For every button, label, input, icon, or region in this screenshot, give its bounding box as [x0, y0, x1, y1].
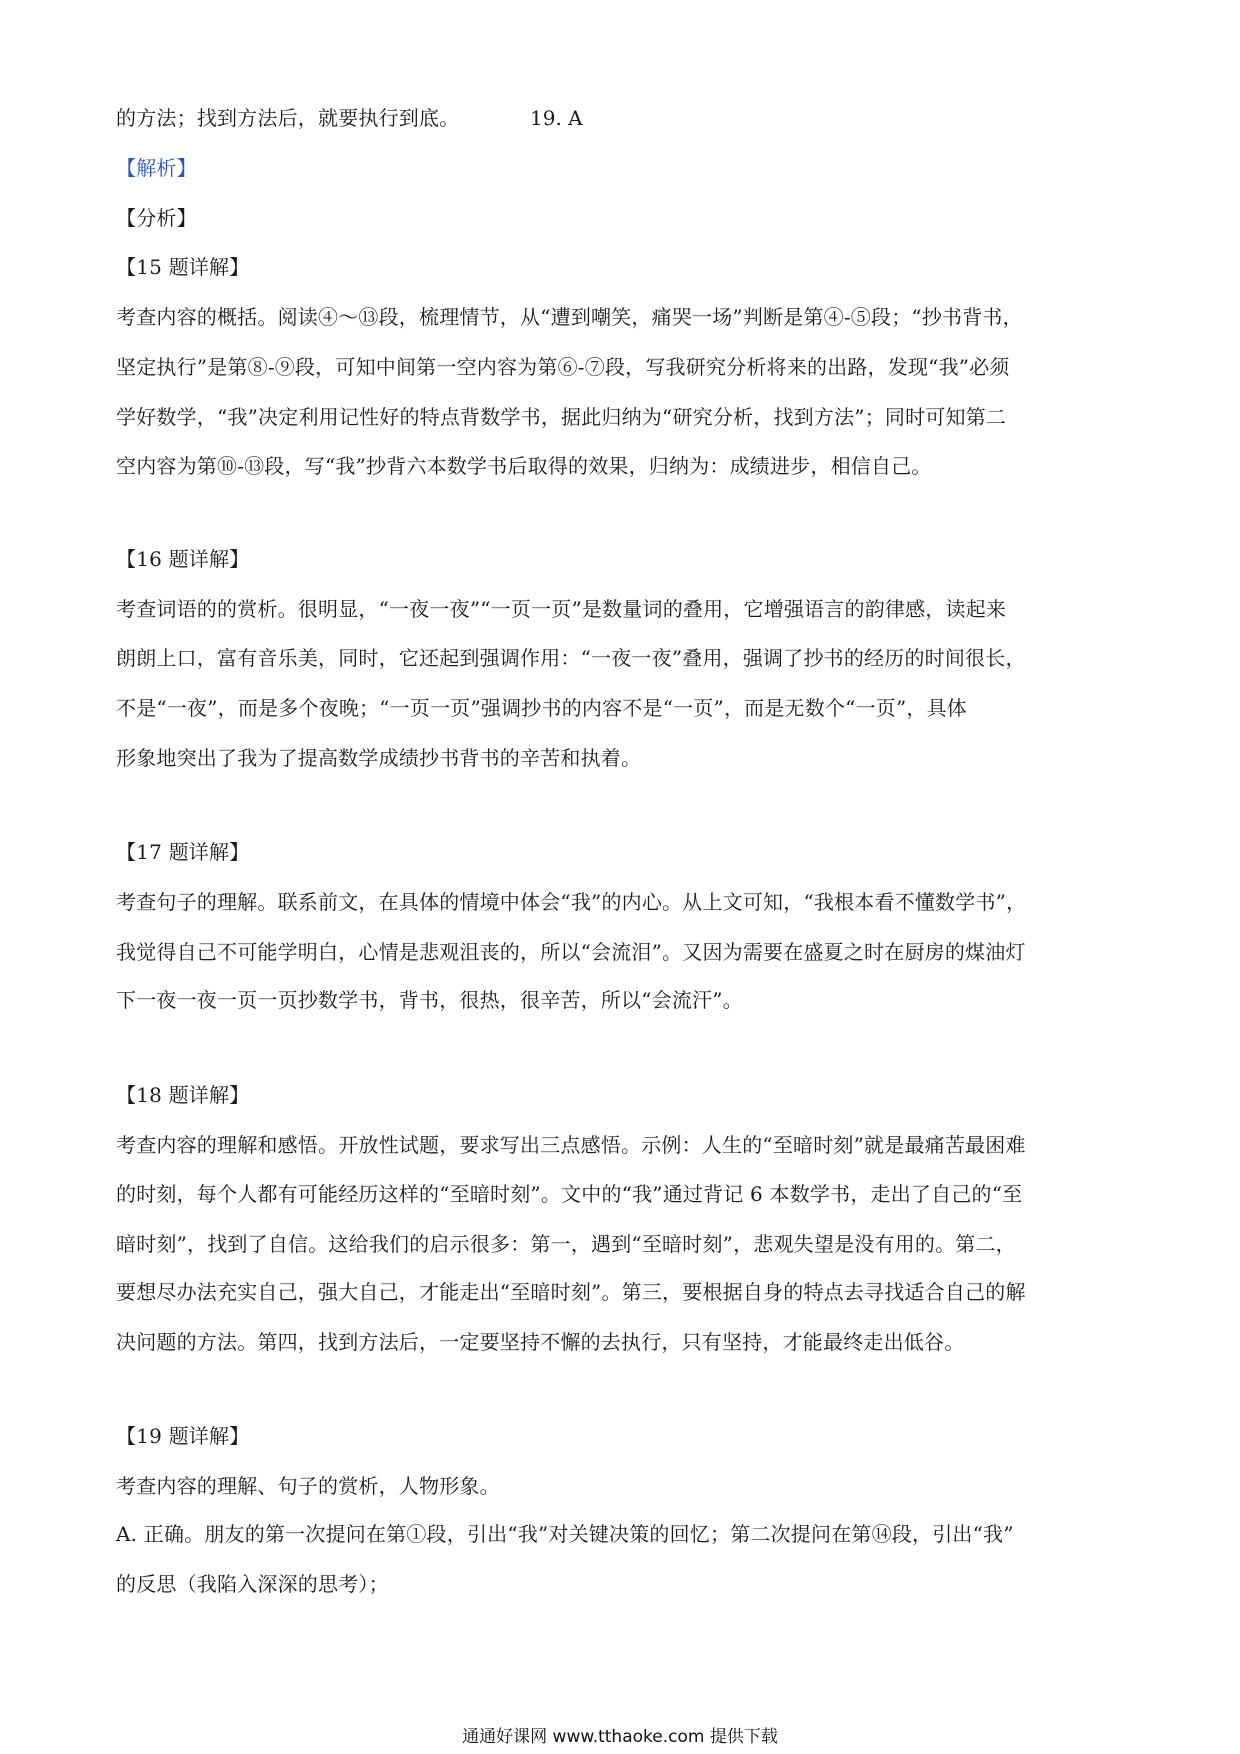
footer-watermark: 通通好课网 www.tthaoke.com 提供下载 — [462, 1727, 778, 1747]
q16-line-4: 形象地突出了我为了提高数学成绩抄书背书的辛苦和执着。 — [116, 746, 642, 770]
q16-heading: 【16 题详解】 — [116, 547, 250, 571]
jiexi-heading: 【解析】 — [116, 156, 197, 180]
q19-line-2: A. 正确。朋友的第一次提问在第①段，引出“我”对关键决策的回忆；第二次提问在第⑭段，引出“我” — [116, 1522, 1014, 1546]
q17-line-2: 我觉得自己不可能学明白，心情是悲观沮丧的，所以“会流泪”。又因为需要在盛夏之时在厨房的煤油灯 — [116, 940, 1026, 964]
q19-line-1: 考查内容的理解、句子的赏析，人物形象。 — [116, 1474, 500, 1498]
q17-line-1: 考查句子的理解。联系前文，在具体的情境中体会“我”的内心。从上文可知，“我根本看不懂数学书”， — [116, 890, 1027, 914]
q15-line-2: 坚定执行”是第⑧-⑨段，可知中间第一空内容为第⑥-⑦段，写我研究分析将来的出路，发现“我”必须 — [116, 355, 1010, 379]
intro-line: 的方法；找到方法后，就要执行到底。 — [116, 106, 460, 130]
q19-heading: 【19 题详解】 — [116, 1424, 250, 1448]
q19-line-3: 的反思（我陷入深深的思考）； — [116, 1572, 389, 1596]
q18-line-5: 决问题的方法。第四，找到方法后，一定要坚持不懈的去执行，只有坚持，才能最终走出低谷。 — [116, 1330, 965, 1354]
q16-line-2: 朗朗上口，富有音乐美，同时，它还起到强调作用：“一夜一夜”叠用，强调了抄书的经历的时间很长， — [116, 646, 1026, 670]
q16-line-1: 考查词语的的赏析。很明显，“一夜一夜”“一页一页”是数量词的叠用，它增强语言的韵律感，读起来 — [116, 597, 1007, 621]
answer-19: 19. A — [530, 106, 583, 130]
q18-line-2: 的时刻，每个人都有可能经历这样的“至暗时刻”。文中的“我”通过背记 6 本数学书，走出了自己的“至 — [116, 1182, 1023, 1206]
q15-heading: 【15 题详解】 — [116, 255, 250, 279]
q15-line-4: 空内容为第⑩-⑬段，写“我”抄背六本数学书后取得的效果，归纳为：成绩进步，相信自己。 — [116, 454, 932, 478]
q18-heading: 【18 题详解】 — [116, 1083, 250, 1107]
q17-line-3: 下一夜一夜一页一页抄数学书，背书，很热，很辛苦，所以“会流汗”。 — [116, 988, 743, 1012]
q18-line-4: 要想尽办法充实自己，强大自己，才能走出“至暗时刻”。第三，要根据自身的特点去寻找适合自己的解 — [116, 1280, 1026, 1304]
q18-line-1: 考查内容的理解和感悟。开放性试题，要求写出三点感悟。示例：人生的“至暗时刻”就是最痛苦最困难 — [116, 1133, 1026, 1157]
fenxi-heading: 【分析】 — [116, 206, 197, 230]
q15-line-1: 考查内容的概括。阅读④～⑬段，梳理情节，从“遭到嘲笑，痛哭一场”判断是第④-⑤段；“抄书背书， — [116, 305, 1023, 329]
q15-line-3: 学好数学，“我”决定利用记性好的特点背数学书，据此归纳为“研究分析，找到方法”；同时可知第二 — [116, 405, 1007, 429]
q16-line-3: 不是“一夜”，而是多个夜晚；“一页一页”强调抄书的内容不是“一页”，而是无数个“一页”，具体 — [116, 696, 967, 720]
q18-line-3: 暗时刻”，找到了自信。这给我们的启示很多：第一，遇到“至暗时刻”，悲观失望是没有用的。第二， — [116, 1232, 1016, 1256]
q17-heading: 【17 题详解】 — [116, 840, 250, 864]
